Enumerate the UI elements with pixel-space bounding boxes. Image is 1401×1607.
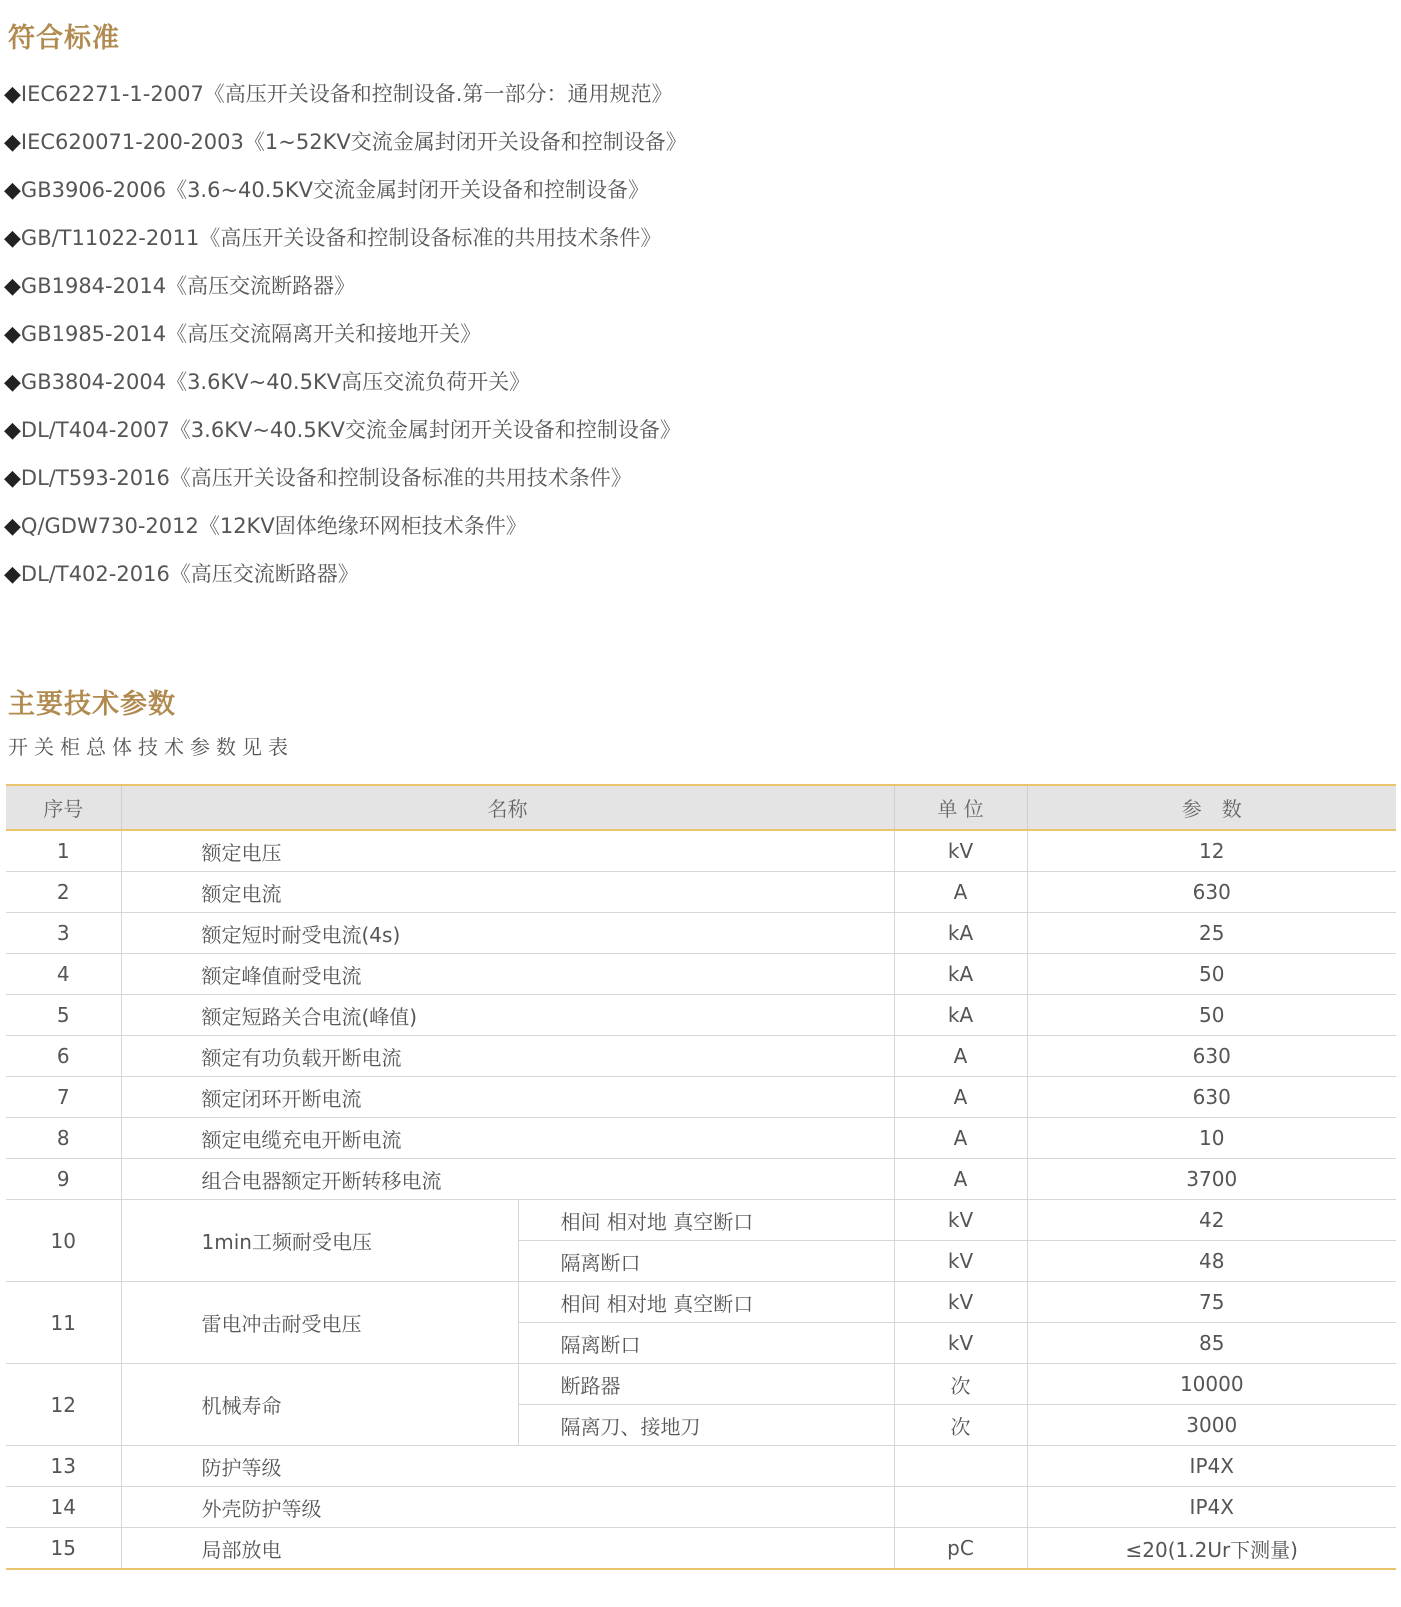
- table-row: [6, 913, 1396, 954]
- cell-value: 630: [1027, 1077, 1396, 1118]
- cell-value: 630: [1027, 1036, 1396, 1077]
- cell-sub-label: 隔离刀、接地刀: [518, 1405, 894, 1446]
- cell-name: 额定短时耐受电流(4s): [121, 913, 894, 954]
- table-row: [6, 995, 1396, 1036]
- standard-text: DL/T402-2016《高压交流断路器》: [20, 562, 359, 586]
- cell-no: 10: [6, 1200, 121, 1282]
- cell-unit: kV: [894, 1241, 1027, 1282]
- table-row: [6, 1036, 1396, 1077]
- header-unit: 单 位: [894, 785, 1027, 830]
- table-row: [6, 872, 1396, 913]
- diamond-bullet-icon: ◆: [4, 514, 21, 539]
- cell-name: 1min工频耐受电压: [121, 1200, 518, 1282]
- cell-value: 3000: [1027, 1405, 1396, 1446]
- table-row: [6, 1118, 1396, 1159]
- cell-unit: kV: [894, 1200, 1027, 1241]
- cell-unit: A: [894, 1077, 1027, 1118]
- cell-name: 额定有功负载开断电流: [121, 1036, 894, 1077]
- cell-unit: 次: [894, 1364, 1027, 1405]
- table-header-row: [6, 785, 1396, 830]
- header-value: 参 数: [1027, 785, 1396, 830]
- table-row: [6, 830, 1396, 872]
- cell-name: 额定短路关合电流(峰值): [121, 995, 894, 1036]
- cell-name: 雷电冲击耐受电压: [121, 1282, 518, 1364]
- cell-value: 12: [1027, 830, 1396, 872]
- cell-name: 组合电器额定开断转移电流: [121, 1159, 894, 1200]
- cell-name: 额定峰值耐受电流: [121, 954, 894, 995]
- header-no: 序号: [6, 785, 121, 830]
- cell-no: 5: [6, 995, 121, 1036]
- diamond-bullet-icon: ◆: [4, 274, 21, 299]
- table-row: [6, 1077, 1396, 1118]
- cell-unit: kA: [894, 913, 1027, 954]
- cell-unit: A: [894, 1036, 1027, 1077]
- standard-text: GB1984-2014《高压交流断路器》: [20, 274, 356, 298]
- cell-name: 额定闭环开断电流: [121, 1077, 894, 1118]
- diamond-bullet-icon: ◆: [4, 82, 21, 107]
- standard-text: GB/T11022-2011《高压开关设备和控制设备标准的共用技术条件》: [20, 226, 662, 250]
- cell-value: 3700: [1027, 1159, 1396, 1200]
- cell-no: 6: [6, 1036, 121, 1077]
- cell-no: 1: [6, 830, 121, 872]
- standard-item: [4, 118, 687, 166]
- standard-item: [4, 550, 687, 598]
- cell-no: 14: [6, 1487, 121, 1528]
- diamond-bullet-icon: ◆: [4, 226, 21, 251]
- table-row: [6, 1159, 1396, 1200]
- diamond-bullet-icon: ◆: [4, 466, 21, 491]
- standard-item: [4, 502, 687, 550]
- table-row: [6, 1364, 1396, 1405]
- diamond-bullet-icon: ◆: [4, 130, 21, 155]
- cell-no: 9: [6, 1159, 121, 1200]
- standard-text: DL/T593-2016《高压开关设备和控制设备标准的共用技术条件》: [20, 466, 632, 490]
- params-title: 主要技术参数: [8, 689, 176, 720]
- diamond-bullet-icon: ◆: [4, 322, 21, 347]
- table-row: [6, 1446, 1396, 1487]
- table-row: [6, 1487, 1396, 1528]
- standards-title: 符合标准: [8, 23, 120, 54]
- standards-list: [4, 70, 687, 598]
- cell-sub-label: 隔离断口: [518, 1241, 894, 1282]
- cell-value: 75: [1027, 1282, 1396, 1323]
- table-row: [6, 1282, 1396, 1323]
- standard-text: GB3804-2004《3.6KV~40.5KV高压交流负荷开关》: [20, 370, 531, 394]
- cell-unit: [894, 1446, 1027, 1487]
- cell-value: 42: [1027, 1200, 1396, 1241]
- standard-text: GB1985-2014《高压交流隔离开关和接地开关》: [20, 322, 482, 346]
- cell-unit: pC: [894, 1528, 1027, 1570]
- cell-name: 额定电流: [121, 872, 894, 913]
- cell-value: 10000: [1027, 1364, 1396, 1405]
- cell-sub-label: 断路器: [518, 1364, 894, 1405]
- cell-sub-label: 相间 相对地 真空断口: [518, 1200, 894, 1241]
- cell-unit: 次: [894, 1405, 1027, 1446]
- cell-no: 2: [6, 872, 121, 913]
- cell-value: 48: [1027, 1241, 1396, 1282]
- standard-item: [4, 214, 687, 262]
- standard-text: Q/GDW730-2012《12KV固体绝缘环网柜技术条件》: [20, 514, 527, 538]
- standard-text: DL/T404-2007《3.6KV~40.5KV交流金属封闭开关设备和控制设备》: [20, 418, 681, 442]
- cell-unit: kV: [894, 1323, 1027, 1364]
- cell-value: 630: [1027, 872, 1396, 913]
- cell-no: 4: [6, 954, 121, 995]
- cell-unit: A: [894, 872, 1027, 913]
- cell-unit: kA: [894, 995, 1027, 1036]
- cell-no: 3: [6, 913, 121, 954]
- standard-item: [4, 262, 687, 310]
- params-table: [6, 784, 1396, 1570]
- params-subtitle: 开关柜总体技术参数见表: [8, 735, 294, 759]
- diamond-bullet-icon: ◆: [4, 562, 21, 587]
- cell-no: 7: [6, 1077, 121, 1118]
- header-name: 名称: [121, 785, 894, 830]
- standard-item: [4, 454, 687, 502]
- standard-text: IEC62271-1-2007《高压开关设备和控制设备.第一部分：通用规范》: [20, 82, 673, 106]
- cell-unit: kV: [894, 830, 1027, 872]
- cell-unit: kA: [894, 954, 1027, 995]
- cell-name: 局部放电: [121, 1528, 894, 1570]
- diamond-bullet-icon: ◆: [4, 418, 21, 443]
- cell-name: 防护等级: [121, 1446, 894, 1487]
- standard-item: [4, 310, 687, 358]
- cell-name: 外壳防护等级: [121, 1487, 894, 1528]
- standard-item: [4, 166, 687, 214]
- cell-no: 12: [6, 1364, 121, 1446]
- cell-name: 机械寿命: [121, 1364, 518, 1446]
- cell-name: 额定电压: [121, 830, 894, 872]
- diamond-bullet-icon: ◆: [4, 178, 21, 203]
- table-row: [6, 1528, 1396, 1570]
- cell-no: 11: [6, 1282, 121, 1364]
- table-row: [6, 954, 1396, 995]
- cell-value: IP4X: [1027, 1487, 1396, 1528]
- cell-no: 15: [6, 1528, 121, 1570]
- cell-sub-label: 相间 相对地 真空断口: [518, 1282, 894, 1323]
- diamond-bullet-icon: ◆: [4, 370, 21, 395]
- cell-value: 85: [1027, 1323, 1396, 1364]
- standard-item: [4, 406, 687, 454]
- standard-item: [4, 358, 687, 406]
- cell-no: 13: [6, 1446, 121, 1487]
- table-row: [6, 1200, 1396, 1241]
- cell-value: 50: [1027, 954, 1396, 995]
- cell-name: 额定电缆充电开断电流: [121, 1118, 894, 1159]
- standard-text: GB3906-2006《3.6~40.5KV交流金属封闭开关设备和控制设备》: [20, 178, 649, 202]
- cell-no: 8: [6, 1118, 121, 1159]
- cell-value: 50: [1027, 995, 1396, 1036]
- cell-value: IP4X: [1027, 1446, 1396, 1487]
- cell-value: 10: [1027, 1118, 1396, 1159]
- standard-text: IEC620071-200-2003《1~52KV交流金属封闭开关设备和控制设备》: [20, 130, 687, 154]
- cell-unit: A: [894, 1118, 1027, 1159]
- cell-value: ≤20(1.2Ur下测量): [1027, 1528, 1396, 1570]
- cell-unit: [894, 1487, 1027, 1528]
- cell-sub-label: 隔离断口: [518, 1323, 894, 1364]
- cell-unit: kV: [894, 1282, 1027, 1323]
- cell-value: 25: [1027, 913, 1396, 954]
- standard-item: [4, 70, 687, 118]
- cell-unit: A: [894, 1159, 1027, 1200]
